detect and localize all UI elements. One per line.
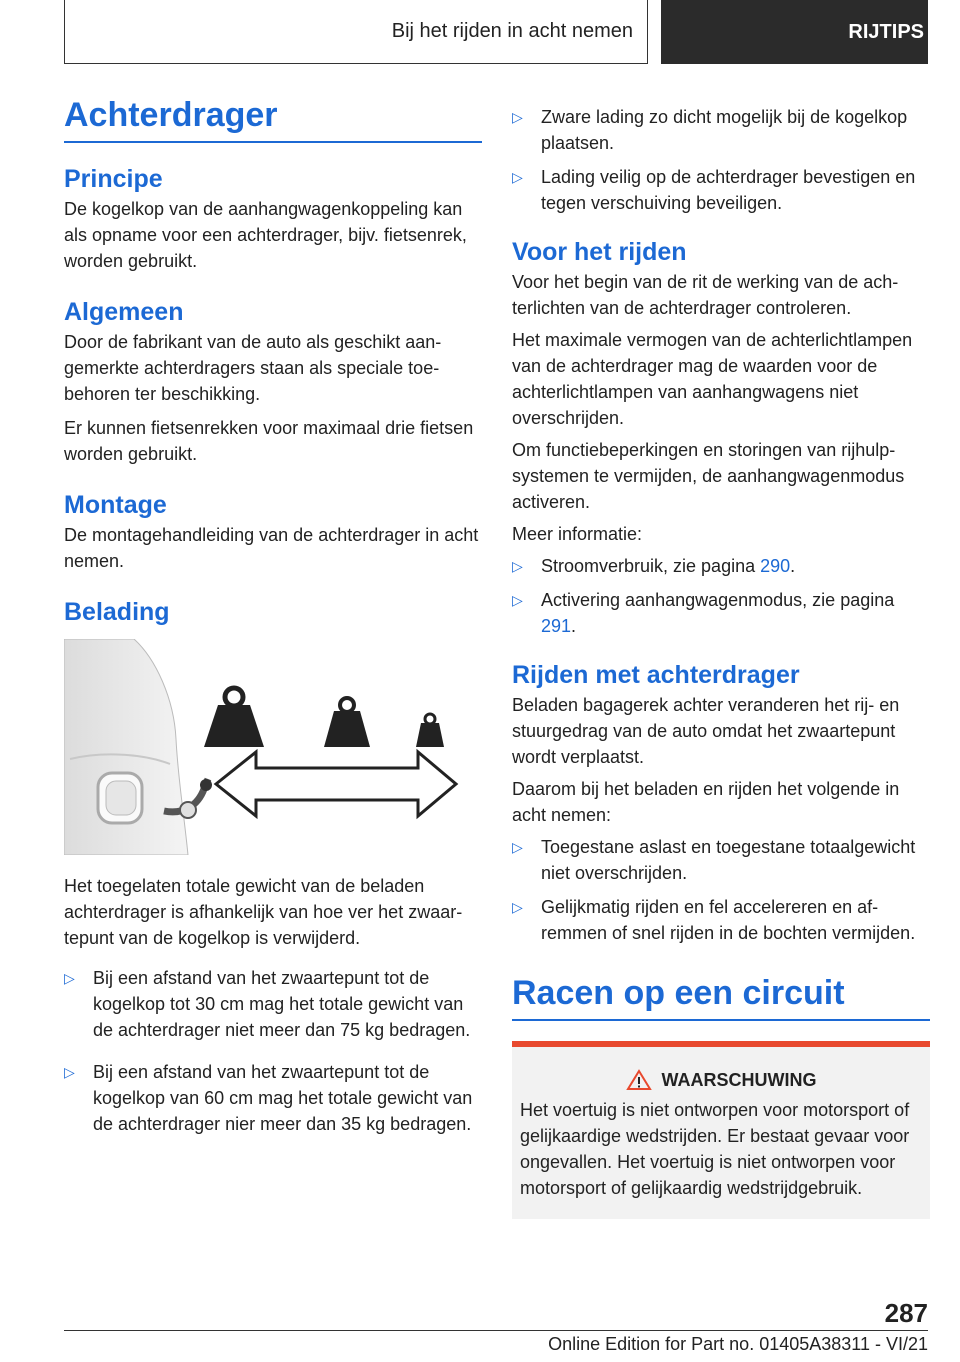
warning-text: Het voertuig is niet ontworpen voor motorsport of gelijkaardige wedstrijden. Er bestaat gevaar voor ongevallen. Het voertuig is niet ontworpen voor motorsport of gelijkaardig wedstrijdgebruik.	[520, 1100, 910, 1198]
montage-heading: Montage	[64, 491, 167, 519]
list-item	[64, 1059, 482, 1137]
lading-list	[512, 104, 930, 216]
belading-illustration	[64, 639, 482, 855]
page-number: 287	[884, 1298, 928, 1328]
voor-het-rijden-heading: Voor het rijden	[512, 238, 687, 266]
belading-text: Het toegelaten totale gewicht van de beladen achterdrager is afhankelijk van hoe ver het zwaartepunt van de kogelkop is verwijderd.	[64, 876, 463, 948]
list-item-text: Lading veilig op de achterdrager bevestigen en tegen verschuiving beveiligen.	[541, 167, 916, 213]
list-item	[512, 587, 930, 639]
list-item	[512, 894, 930, 946]
voor-paragraph-4: Meer informatie:	[512, 524, 643, 544]
list-item-text: Activering aanhangwagenmodus, zie pagina	[541, 590, 895, 610]
rijden-paragraph-2: Daarom bij het beladen en rijden het volgende in acht nemen:	[512, 779, 900, 825]
voor-paragraph-2: Het maximale vermogen van de achterlichtlampen van de achterdrager mag de waarden voor de achterlichtlampen van aanhangwagens niet overschrijden.	[512, 330, 913, 428]
page-title: Achterdrager	[64, 96, 482, 143]
list-item-text: Bij een afstand van het zwaartepunt tot de kogelkop van 60 cm mag het totale gewicht van de achterdrager nier meer dan 35 kg bedragen.	[93, 1062, 473, 1134]
list-item-text: Stroomverbruik, zie pagina	[541, 556, 761, 576]
page-link-291[interactable]: 291	[541, 616, 572, 636]
triangle-bullet-icon: ▷	[512, 169, 523, 185]
rijden-met-achterdrager-heading: Rijden met achterdrager	[512, 661, 800, 689]
left-column	[64, 96, 482, 1137]
algemeen-paragraph-1: Door de fabrikant van de auto als geschikt aangemerkte achterdragers staan als speciale toebehoren ter beschikking.	[64, 332, 442, 404]
rijden-paragraph-1: Beladen bagagerek achter veranderen het rij- en stuurgedrag van de auto omdat het zwaartepunt wordt verplaatst.	[512, 695, 900, 767]
montage-text: De montagehandleiding van de achterdrager in acht nemen.	[64, 525, 479, 571]
circuit-title: Racen op een circuit	[512, 974, 930, 1021]
triangle-bullet-icon: ▷	[512, 839, 523, 855]
edition-text: Online Edition for Part no. 01405A38311 - VI/21	[548, 1334, 928, 1354]
algemeen-paragraph-2: Er kunnen fietsenrekken voor maximaal drie fietsen worden gebruikt.	[64, 418, 474, 464]
voor-paragraph-3: Om functiebeperkingen en storingen van rijhulpsystemen te vermijden, de aanhangwagenmodus activeren.	[512, 440, 905, 512]
list-item-text: Zware lading zo dicht mogelijk bij de kogelkop plaatsen.	[541, 107, 908, 153]
triangle-bullet-icon: ▷	[512, 109, 523, 125]
triangle-bullet-icon: ▷	[64, 970, 75, 986]
info-list	[512, 553, 930, 639]
period: .	[790, 556, 796, 576]
list-item	[64, 965, 482, 1043]
footer-divider	[64, 1330, 928, 1331]
voor-paragraph-1: Voor het begin van de rit de werking van de achterlichten van de achterdrager controleren.	[512, 272, 899, 318]
period: .	[571, 616, 577, 636]
page-link-290[interactable]: 290	[760, 556, 791, 576]
list-item	[512, 834, 930, 886]
list-item	[512, 104, 930, 156]
right-column	[512, 104, 930, 1219]
list-item-text: Bij een afstand van het zwaartepunt tot de kogelkop tot 30 cm mag het totale gewicht van de achterdrager niet meer dan 75 kg bedragen.	[93, 968, 471, 1040]
principe-heading: Principe	[64, 165, 163, 193]
hitch-weights-illustration	[64, 639, 482, 855]
list-item	[512, 553, 930, 579]
list-item-text: Gelijkmatig rijden en fel accelereren en afremmen of snel rijden in de bochten vermijden.	[541, 897, 916, 943]
triangle-bullet-icon: ▷	[512, 899, 523, 915]
triangle-bullet-icon: ▷	[512, 592, 523, 608]
section-title: Bij het rijden in acht nemen	[64, 0, 648, 64]
algemeen-heading: Algemeen	[64, 298, 184, 326]
list-item-text: Toegestane aslast en toegestane totaalgewicht niet overschrijden.	[541, 837, 916, 883]
triangle-bullet-icon: ▷	[512, 558, 523, 574]
triangle-bullet-icon: ▷	[64, 1064, 75, 1080]
belading-list	[64, 965, 482, 1137]
rijden-list	[512, 834, 930, 946]
page-header	[64, 0, 928, 64]
chapter-tab: RIJTIPS	[661, 0, 928, 64]
warning-title: WAARSCHUWING	[661, 1069, 817, 1090]
warning-triangle-icon	[626, 1069, 652, 1091]
belading-heading: Belading	[64, 598, 170, 626]
warning-header	[520, 1069, 922, 1091]
warning-box	[512, 1041, 930, 1219]
list-item	[512, 164, 930, 216]
principe-text: De kogelkop van de aanhangwagenkoppeling kan als opname voor een achterdrager, bijv. fietsenrek, worden gebruikt.	[64, 199, 467, 271]
